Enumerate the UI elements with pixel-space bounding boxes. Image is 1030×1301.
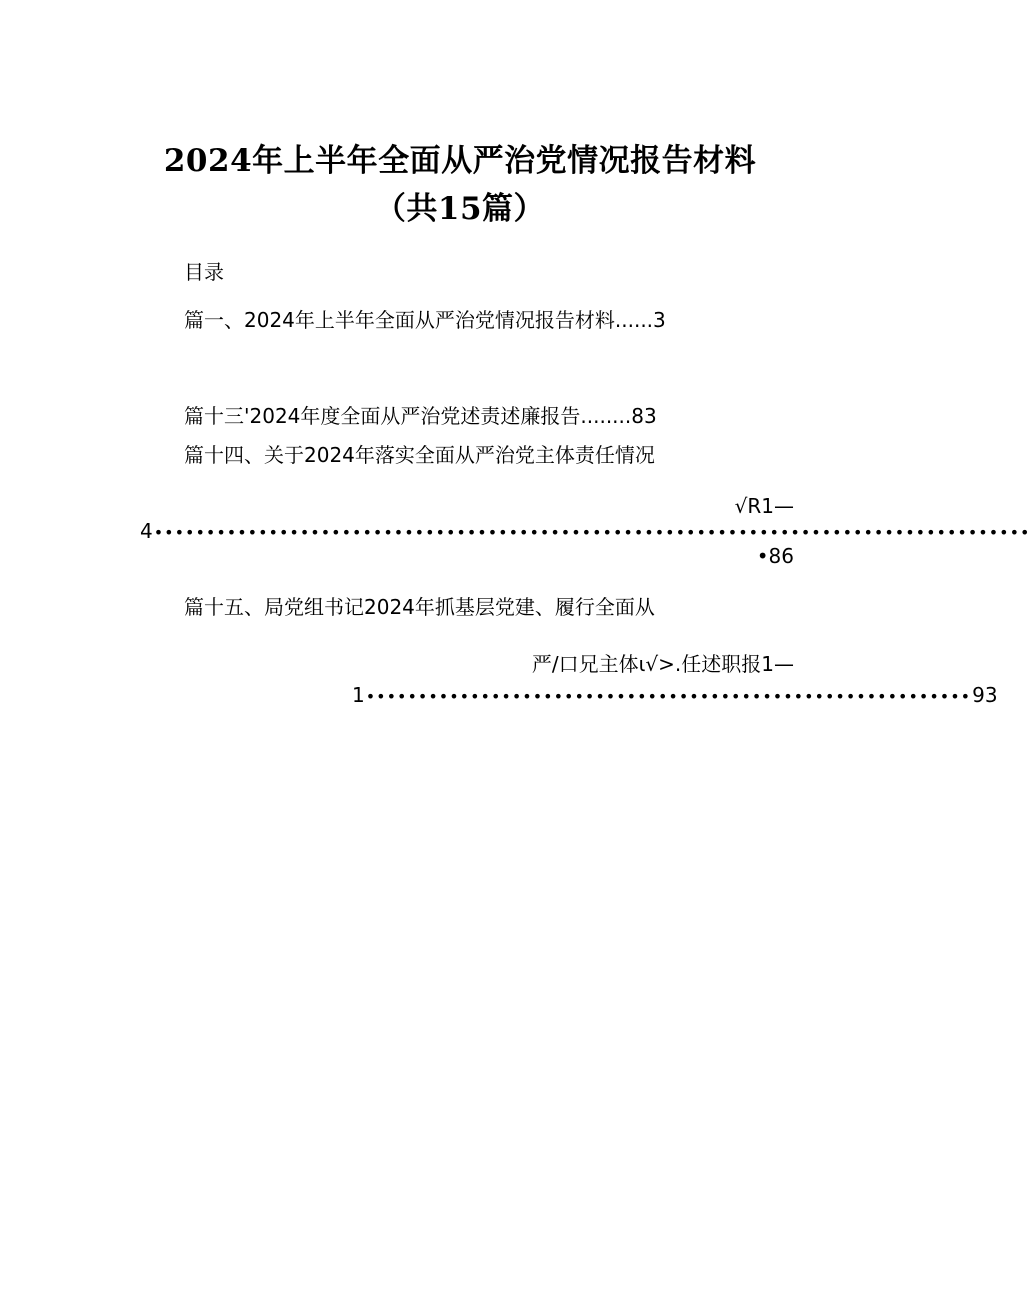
document-subtitle: （共15篇） [374, 191, 546, 227]
toc-page-number: 93 [972, 683, 998, 707]
toc-leader-line [140, 518, 1030, 546]
toc-leader-line [352, 682, 998, 710]
toc-entry-continuation: √R1— [734, 494, 794, 518]
toc-page-number: •86 [756, 544, 794, 568]
toc-leader-dots: •••••••••••••••••••••••••••••••••••••••••••••••••••••••••• [365, 687, 972, 706]
toc-heading: 目录 [184, 260, 224, 284]
toc-entry: 篇十三'2024年度全面从严治党述责述廉报告........83 [184, 404, 657, 428]
toc-leader-dots: •••••••••••••••••••••••••••••••••••••••••••••••••••••••••••••••••••••••••••••••••••• [153, 523, 1030, 542]
toc-entry: 篇一、2024年上半年全面从严治党情况报告材料......3 [184, 308, 666, 332]
toc-entry-continuation: 严/口兄主体ι√>.任述职报1— [531, 652, 794, 676]
toc-entry: 篇十四、关于2024年落实全面从严治党主体责任情况 [184, 443, 655, 467]
document-title: 2024年上半年全面从严治党情况报告材料 [163, 143, 757, 179]
toc-leader-start: 4 [140, 519, 153, 543]
toc-leader-start: 1 [352, 683, 365, 707]
toc-entry: 篇十五、局党组书记2024年抓基层党建、履行全面从 [184, 595, 655, 619]
